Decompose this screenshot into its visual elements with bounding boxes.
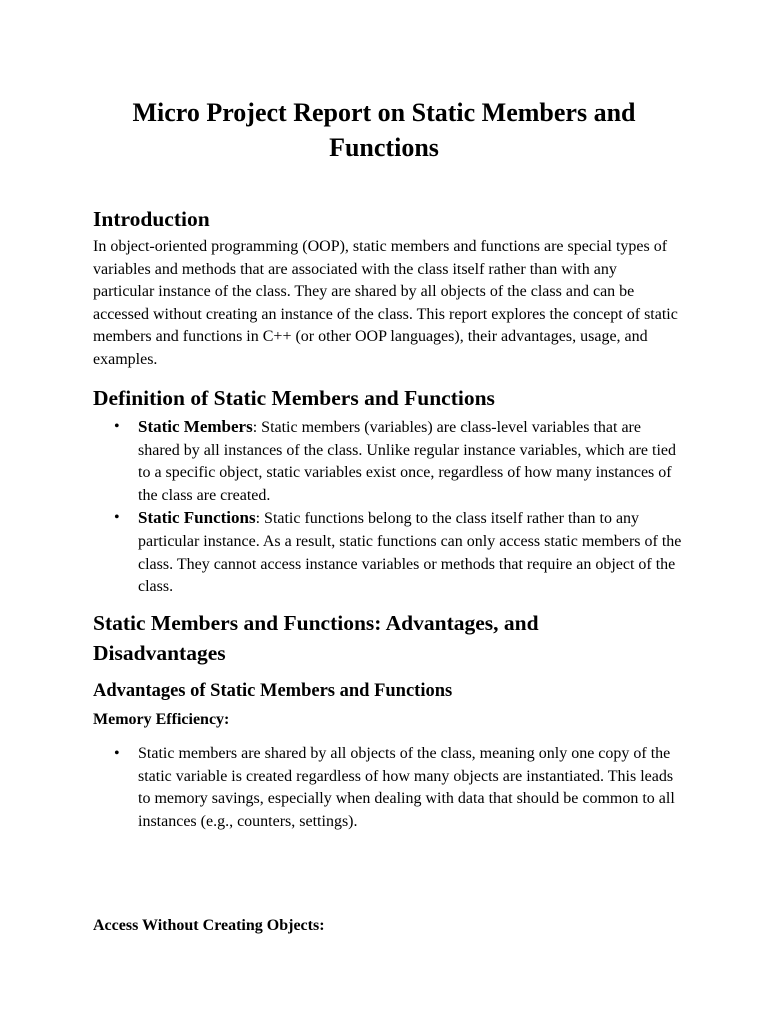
list-item: [93, 507, 683, 598]
memory-efficiency-list: [93, 743, 683, 833]
adv-disadv-heading: Static Members and Functions: Advantages, and Disadvantages: [93, 611, 539, 665]
advantages-heading: Advantages of Static Members and Functions: [93, 681, 453, 701]
term-static-functions: Static Functions: [138, 508, 256, 528]
access-without-objects-heading: Access Without Creating Objects:: [93, 917, 325, 934]
list-item: [93, 416, 683, 507]
definition-text: : Static functions belong to the class itself rather than to any particular instance. As a result, static functions can only access static members of the class. They cannot access instance variables or methods that require an object of the class.: [138, 510, 682, 596]
term-static-members: Static Members: [138, 417, 253, 436]
bullet-icon: •: [114, 745, 120, 762]
memory-efficiency-heading: Memory Efficiency:: [93, 711, 230, 728]
definition-list: [93, 416, 683, 599]
definition-heading: Definition of Static Members and Functions: [93, 386, 495, 410]
memory-efficiency-text: Static members are shared by all objects of the class, meaning only one copy of the static variable is created regardless of how many objects are instantiated. This leads to memory savings, especially when dealing with data that should be common to all instances (e.g., counters, settings).: [138, 745, 675, 830]
page-title: Micro Project Report on Static Members and Functions: [132, 98, 636, 162]
definition-text: : Static members (variables) are class-level variables that are shared by all instances of the class. Unlike regular instance variables, which are tied to a specific object, static variables exist once, regardless of how many instances of the class are created.: [138, 419, 677, 504]
bullet-icon: •: [114, 418, 120, 435]
introduction-paragraph: In object-oriented programming (OOP), static members and functions are special types of variables and methods that are associated with the class itself rather than with any particular instance of the class. They are shared by all objects of the class and can be accessed without creating an instance of the class. This report explores the concept of static members and functions in C++ (or other OOP languages), their advantages, usage, and examples.: [93, 238, 678, 368]
bullet-icon: •: [114, 509, 120, 527]
introduction-heading: Introduction: [93, 207, 210, 231]
list-item: [93, 743, 683, 833]
